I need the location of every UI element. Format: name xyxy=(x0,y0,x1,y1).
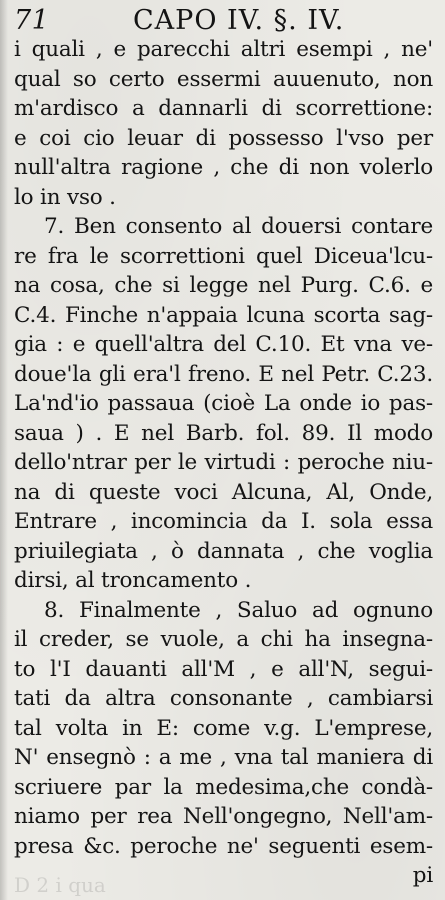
bleed-through-signature: D 2 i qua xyxy=(14,873,106,897)
text-line: tati da altra consonante , cambiarsi xyxy=(14,686,433,711)
text-line: La'nd'io passaua (cioè La onde io pas- xyxy=(14,391,433,416)
text-line: m'ardisco a dannarli di scorrettione: xyxy=(14,96,433,121)
text-line: dello'ntrar per le virtudi : peroche niu- xyxy=(14,450,433,475)
text-line: re fra le scorrettioni quel Diceua'lcu- xyxy=(14,243,433,269)
text-line: niamo per rea Nell'ongegno, Nell'am- xyxy=(14,804,433,829)
text-line: il creder, se vuole, a chi ha insegna- xyxy=(14,627,433,652)
text-line: presa &c. peroche ne' seguenti esem- xyxy=(14,833,433,859)
text-line: qual so certo essermi auuenuto, non xyxy=(14,66,433,92)
text-line: dirsi, al troncamento . xyxy=(14,568,252,593)
text-line: scriuere par la medesima,che condà- xyxy=(14,774,433,800)
text-line: tal volta in E: come v.g. L'emprese, xyxy=(14,715,433,741)
text-line: priuilegiata , ò dannata , che voglia xyxy=(14,538,433,564)
page-number: 71 xyxy=(14,5,50,36)
text-line: na di queste voci Alcuna, Al, Onde, xyxy=(14,479,433,505)
text-line: Entrare , incomincia da I. sola essa xyxy=(14,509,433,534)
catchword: pi xyxy=(412,863,433,888)
paragraph-8-start: 8. Finalmente , Saluo ad ognuno xyxy=(44,597,433,623)
body-text xyxy=(0,35,445,891)
text-line: gia : e quell'altra del C.10. Et vna ve- xyxy=(14,332,433,357)
text-line: na cosa, che si legge nel Purg. C.6. e xyxy=(14,273,433,298)
text-line: to l'I dauanti all'M , e all'N, segui- xyxy=(14,656,433,682)
text-line: lo in vso . xyxy=(14,184,116,210)
text-line: e coi cio leuar di possesso l'vso per xyxy=(14,125,433,151)
paragraph-7-start: 7. Ben consento al douersi contare xyxy=(44,214,433,239)
text-line: N' ensegnò : a me , vna tal maniera di xyxy=(14,745,433,770)
text-line: null'altra ragione , che di non volerlo xyxy=(14,155,433,180)
running-head: CAPO IV. §. IV. xyxy=(133,5,345,36)
text-line: saua ) . E nel Barb. fol. 89. Il modo xyxy=(14,420,433,446)
text-line: doue'la gli era'l freno. E nel Petr. C.23. xyxy=(14,361,433,387)
text-line: C.4. Finche n'appaia lcuna scorta sag- xyxy=(14,302,433,328)
page-header xyxy=(14,4,434,38)
text-line: i quali , e parecchi altri esempi , ne' xyxy=(14,37,433,62)
